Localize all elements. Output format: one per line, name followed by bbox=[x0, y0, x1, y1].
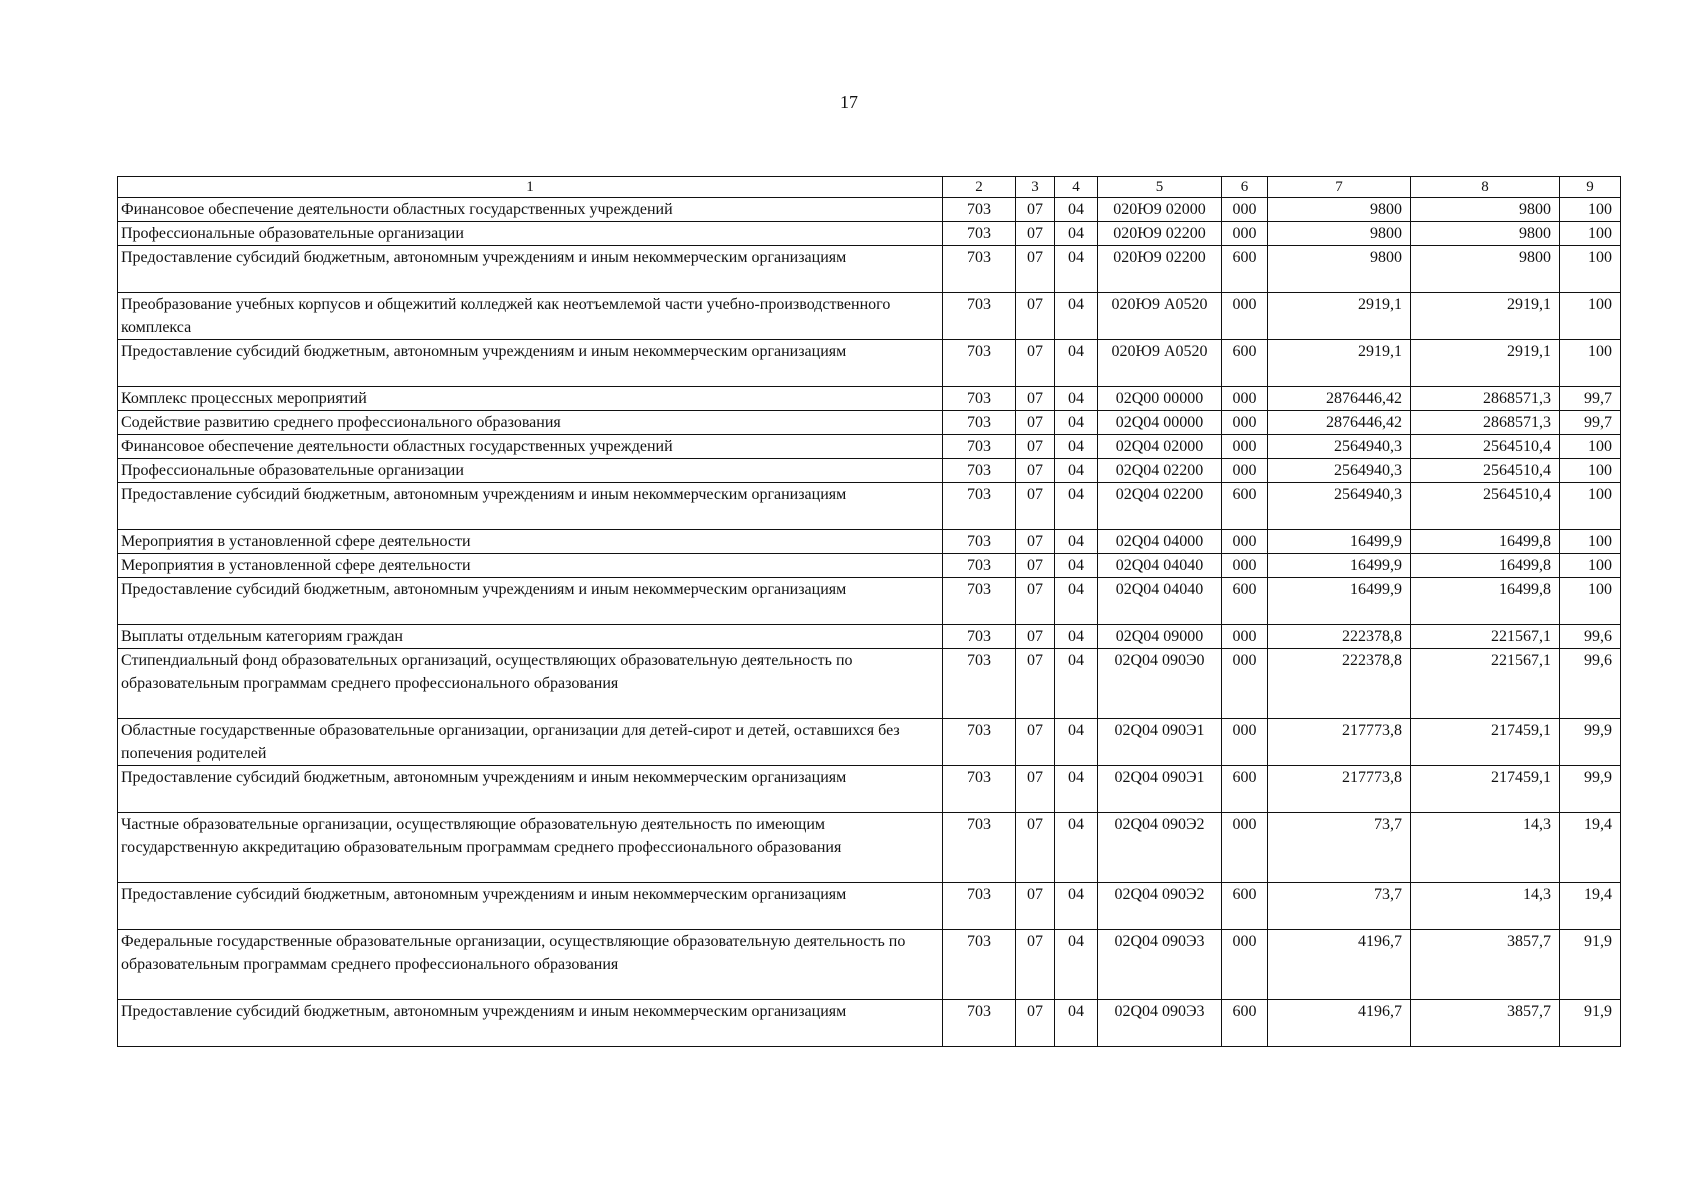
row-value-planned: 4196,7 bbox=[1268, 930, 1411, 1000]
row-code-subsection: 04 bbox=[1055, 813, 1098, 883]
row-code-target: 02Q04 090Э2 bbox=[1098, 813, 1222, 883]
row-name: Финансовое обеспечение деятельности областных государственных учреждений bbox=[118, 435, 943, 459]
row-code-subsection: 04 bbox=[1055, 766, 1098, 813]
row-value-executed: 2564510,4 bbox=[1411, 459, 1560, 483]
row-code-target: 020Ю9 А0520 bbox=[1098, 293, 1222, 340]
row-name: Мероприятия в установленной сфере деятельности bbox=[118, 554, 943, 578]
row-code-subsection: 04 bbox=[1055, 625, 1098, 649]
column-header: 6 bbox=[1222, 177, 1268, 198]
row-value-planned: 2564940,3 bbox=[1268, 483, 1411, 530]
row-value-planned: 2919,1 bbox=[1268, 293, 1411, 340]
row-code-subsection: 04 bbox=[1055, 483, 1098, 530]
row-value-planned: 9800 bbox=[1268, 222, 1411, 246]
row-name: Частные образовательные организации, осуществляющие образовательную деятельность по имеющим государственную аккредитацию образовательным программам среднего профессионального образования bbox=[118, 813, 943, 883]
row-value-percent: 99,9 bbox=[1560, 719, 1621, 766]
row-code-expense-type: 000 bbox=[1222, 387, 1268, 411]
row-code-expense-type: 600 bbox=[1222, 1000, 1268, 1047]
row-name: Преобразование учебных корпусов и общежитий колледжей как неотъемлемой части учебно-производственного комплекса bbox=[118, 293, 943, 340]
row-code-section: 07 bbox=[1016, 411, 1055, 435]
row-code-target: 02Q04 04000 bbox=[1098, 530, 1222, 554]
row-code-target: 02Q04 02200 bbox=[1098, 459, 1222, 483]
row-code-expense-type: 000 bbox=[1222, 813, 1268, 883]
row-code-section: 07 bbox=[1016, 1000, 1055, 1047]
row-code-section: 07 bbox=[1016, 766, 1055, 813]
row-code-ministry: 703 bbox=[943, 578, 1016, 625]
row-code-target: 02Q04 02000 bbox=[1098, 435, 1222, 459]
row-code-section: 07 bbox=[1016, 435, 1055, 459]
row-code-subsection: 04 bbox=[1055, 222, 1098, 246]
table-row bbox=[118, 813, 1621, 883]
budget-table bbox=[117, 176, 1621, 1047]
row-value-executed: 221567,1 bbox=[1411, 625, 1560, 649]
row-code-target: 02Q04 090Э2 bbox=[1098, 883, 1222, 930]
table-row bbox=[118, 483, 1621, 530]
row-code-subsection: 04 bbox=[1055, 930, 1098, 1000]
row-code-ministry: 703 bbox=[943, 625, 1016, 649]
row-code-subsection: 04 bbox=[1055, 293, 1098, 340]
row-value-executed: 2919,1 bbox=[1411, 340, 1560, 387]
row-value-executed: 2868571,3 bbox=[1411, 411, 1560, 435]
row-code-expense-type: 000 bbox=[1222, 222, 1268, 246]
row-code-ministry: 703 bbox=[943, 483, 1016, 530]
row-code-section: 07 bbox=[1016, 459, 1055, 483]
row-code-ministry: 703 bbox=[943, 883, 1016, 930]
row-code-subsection: 04 bbox=[1055, 530, 1098, 554]
row-code-subsection: 04 bbox=[1055, 719, 1098, 766]
row-value-executed: 14,3 bbox=[1411, 883, 1560, 930]
row-code-section: 07 bbox=[1016, 578, 1055, 625]
row-code-target: 02Q00 00000 bbox=[1098, 387, 1222, 411]
table-row bbox=[118, 719, 1621, 766]
row-name: Финансовое обеспечение деятельности областных государственных учреждений bbox=[118, 198, 943, 222]
row-code-ministry: 703 bbox=[943, 1000, 1016, 1047]
row-value-percent: 99,7 bbox=[1560, 411, 1621, 435]
row-name: Выплаты отдельным категориям граждан bbox=[118, 625, 943, 649]
table-row bbox=[118, 411, 1621, 435]
row-code-section: 07 bbox=[1016, 530, 1055, 554]
row-name: Федеральные государственные образовательные организации, осуществляющие образовательную деятельность по образовательным программам среднего профессионального образования bbox=[118, 930, 943, 1000]
row-code-ministry: 703 bbox=[943, 649, 1016, 719]
table-row bbox=[118, 435, 1621, 459]
row-value-executed: 217459,1 bbox=[1411, 719, 1560, 766]
row-code-target: 02Q04 02200 bbox=[1098, 483, 1222, 530]
row-name: Стипендиальный фонд образовательных организаций, осуществляющих образовательную деятельность по образовательным программам среднего профессионального образования bbox=[118, 649, 943, 719]
row-code-ministry: 703 bbox=[943, 813, 1016, 883]
row-code-ministry: 703 bbox=[943, 411, 1016, 435]
row-code-ministry: 703 bbox=[943, 459, 1016, 483]
row-code-target: 020Ю9 02200 bbox=[1098, 222, 1222, 246]
row-name: Профессиональные образовательные организации bbox=[118, 222, 943, 246]
row-name: Предоставление субсидий бюджетным, автономным учреждениям и иным некоммерческим организациям bbox=[118, 483, 943, 530]
row-name: Предоставление субсидий бюджетным, автономным учреждениям и иным некоммерческим организациям bbox=[118, 883, 943, 930]
row-code-subsection: 04 bbox=[1055, 1000, 1098, 1047]
row-code-expense-type: 000 bbox=[1222, 530, 1268, 554]
row-value-percent: 19,4 bbox=[1560, 883, 1621, 930]
row-code-subsection: 04 bbox=[1055, 883, 1098, 930]
row-code-expense-type: 600 bbox=[1222, 483, 1268, 530]
table-row bbox=[118, 625, 1621, 649]
row-code-ministry: 703 bbox=[943, 766, 1016, 813]
row-code-section: 07 bbox=[1016, 222, 1055, 246]
row-code-subsection: 04 bbox=[1055, 198, 1098, 222]
row-value-executed: 9800 bbox=[1411, 198, 1560, 222]
row-name: Предоставление субсидий бюджетным, автономным учреждениям и иным некоммерческим организациям bbox=[118, 246, 943, 293]
row-value-planned: 16499,9 bbox=[1268, 554, 1411, 578]
row-name: Мероприятия в установленной сфере деятельности bbox=[118, 530, 943, 554]
row-value-planned: 9800 bbox=[1268, 198, 1411, 222]
row-code-subsection: 04 bbox=[1055, 578, 1098, 625]
row-code-expense-type: 000 bbox=[1222, 435, 1268, 459]
row-code-ministry: 703 bbox=[943, 198, 1016, 222]
row-value-percent: 100 bbox=[1560, 222, 1621, 246]
row-value-executed: 16499,8 bbox=[1411, 530, 1560, 554]
row-code-section: 07 bbox=[1016, 483, 1055, 530]
row-value-percent: 99,6 bbox=[1560, 625, 1621, 649]
row-code-target: 020Ю9 А0520 bbox=[1098, 340, 1222, 387]
row-value-executed: 2868571,3 bbox=[1411, 387, 1560, 411]
row-code-target: 02Q04 090Э0 bbox=[1098, 649, 1222, 719]
row-value-percent: 100 bbox=[1560, 530, 1621, 554]
row-code-target: 02Q04 090Э1 bbox=[1098, 719, 1222, 766]
column-header: 5 bbox=[1098, 177, 1222, 198]
row-value-executed: 16499,8 bbox=[1411, 554, 1560, 578]
row-value-executed: 14,3 bbox=[1411, 813, 1560, 883]
row-code-subsection: 04 bbox=[1055, 554, 1098, 578]
row-value-executed: 217459,1 bbox=[1411, 766, 1560, 813]
row-code-expense-type: 600 bbox=[1222, 883, 1268, 930]
row-code-ministry: 703 bbox=[943, 387, 1016, 411]
row-name: Предоставление субсидий бюджетным, автономным учреждениям и иным некоммерческим организациям bbox=[118, 766, 943, 813]
column-header: 4 bbox=[1055, 177, 1098, 198]
row-code-section: 07 bbox=[1016, 930, 1055, 1000]
table-row bbox=[118, 198, 1621, 222]
row-name: Областные государственные образовательные организации, организации для детей-сирот и детей, оставшихся без попечения родителей bbox=[118, 719, 943, 766]
row-code-target: 02Q04 00000 bbox=[1098, 411, 1222, 435]
row-code-ministry: 703 bbox=[943, 293, 1016, 340]
row-value-planned: 4196,7 bbox=[1268, 1000, 1411, 1047]
table-row bbox=[118, 222, 1621, 246]
row-code-section: 07 bbox=[1016, 649, 1055, 719]
row-value-planned: 2564940,3 bbox=[1268, 459, 1411, 483]
row-code-target: 02Q04 04040 bbox=[1098, 554, 1222, 578]
row-code-subsection: 04 bbox=[1055, 387, 1098, 411]
row-value-executed: 2564510,4 bbox=[1411, 483, 1560, 530]
row-code-expense-type: 600 bbox=[1222, 578, 1268, 625]
row-code-section: 07 bbox=[1016, 883, 1055, 930]
row-code-ministry: 703 bbox=[943, 930, 1016, 1000]
row-value-planned: 2564940,3 bbox=[1268, 435, 1411, 459]
row-code-expense-type: 000 bbox=[1222, 625, 1268, 649]
column-header: 1 bbox=[118, 177, 943, 198]
column-header: 8 bbox=[1411, 177, 1560, 198]
row-value-planned: 9800 bbox=[1268, 246, 1411, 293]
table-row bbox=[118, 766, 1621, 813]
row-code-section: 07 bbox=[1016, 813, 1055, 883]
row-name: Предоставление субсидий бюджетным, автономным учреждениям и иным некоммерческим организациям bbox=[118, 578, 943, 625]
row-code-expense-type: 000 bbox=[1222, 649, 1268, 719]
row-code-section: 07 bbox=[1016, 198, 1055, 222]
row-value-percent: 100 bbox=[1560, 293, 1621, 340]
column-header: 3 bbox=[1016, 177, 1055, 198]
row-code-section: 07 bbox=[1016, 246, 1055, 293]
row-name: Профессиональные образовательные организации bbox=[118, 459, 943, 483]
row-code-section: 07 bbox=[1016, 719, 1055, 766]
row-code-target: 02Q04 090Э3 bbox=[1098, 1000, 1222, 1047]
row-value-percent: 99,7 bbox=[1560, 387, 1621, 411]
row-code-subsection: 04 bbox=[1055, 246, 1098, 293]
table-row bbox=[118, 930, 1621, 1000]
row-code-subsection: 04 bbox=[1055, 435, 1098, 459]
row-code-subsection: 04 bbox=[1055, 411, 1098, 435]
table-row bbox=[118, 387, 1621, 411]
table-row bbox=[118, 649, 1621, 719]
row-value-percent: 100 bbox=[1560, 435, 1621, 459]
row-name: Предоставление субсидий бюджетным, автономным учреждениям и иным некоммерческим организациям bbox=[118, 1000, 943, 1047]
row-code-expense-type: 000 bbox=[1222, 459, 1268, 483]
row-value-percent: 100 bbox=[1560, 246, 1621, 293]
table-row bbox=[118, 530, 1621, 554]
row-code-ministry: 703 bbox=[943, 530, 1016, 554]
row-code-subsection: 04 bbox=[1055, 459, 1098, 483]
column-header: 7 bbox=[1268, 177, 1411, 198]
row-value-executed: 2919,1 bbox=[1411, 293, 1560, 340]
row-code-expense-type: 000 bbox=[1222, 293, 1268, 340]
row-code-ministry: 703 bbox=[943, 340, 1016, 387]
row-code-target: 02Q04 09000 bbox=[1098, 625, 1222, 649]
row-code-expense-type: 600 bbox=[1222, 340, 1268, 387]
row-value-planned: 16499,9 bbox=[1268, 578, 1411, 625]
row-code-expense-type: 000 bbox=[1222, 411, 1268, 435]
row-value-planned: 222378,8 bbox=[1268, 649, 1411, 719]
row-code-section: 07 bbox=[1016, 554, 1055, 578]
row-code-section: 07 bbox=[1016, 387, 1055, 411]
row-value-percent: 19,4 bbox=[1560, 813, 1621, 883]
row-value-percent: 99,6 bbox=[1560, 649, 1621, 719]
row-code-expense-type: 600 bbox=[1222, 766, 1268, 813]
row-value-percent: 99,9 bbox=[1560, 766, 1621, 813]
row-value-executed: 16499,8 bbox=[1411, 578, 1560, 625]
row-value-planned: 222378,8 bbox=[1268, 625, 1411, 649]
row-value-executed: 9800 bbox=[1411, 246, 1560, 293]
table-row bbox=[118, 1000, 1621, 1047]
row-value-percent: 100 bbox=[1560, 554, 1621, 578]
row-value-executed: 221567,1 bbox=[1411, 649, 1560, 719]
row-value-executed: 9800 bbox=[1411, 222, 1560, 246]
table-row bbox=[118, 293, 1621, 340]
row-code-ministry: 703 bbox=[943, 246, 1016, 293]
row-code-expense-type: 000 bbox=[1222, 719, 1268, 766]
column-header: 9 bbox=[1560, 177, 1621, 198]
page-number: 17 bbox=[840, 92, 858, 112]
table-row bbox=[118, 578, 1621, 625]
row-value-planned: 16499,9 bbox=[1268, 530, 1411, 554]
row-code-target: 020Ю9 02000 bbox=[1098, 198, 1222, 222]
row-value-percent: 91,9 bbox=[1560, 1000, 1621, 1047]
row-code-section: 07 bbox=[1016, 293, 1055, 340]
table-row bbox=[118, 340, 1621, 387]
row-code-ministry: 703 bbox=[943, 222, 1016, 246]
column-header: 2 bbox=[943, 177, 1016, 198]
row-value-planned: 73,7 bbox=[1268, 813, 1411, 883]
table-row bbox=[118, 883, 1621, 930]
row-name: Предоставление субсидий бюджетным, автономным учреждениям и иным некоммерческим организациям bbox=[118, 340, 943, 387]
row-code-section: 07 bbox=[1016, 340, 1055, 387]
table-row bbox=[118, 459, 1621, 483]
row-value-planned: 2876446,42 bbox=[1268, 387, 1411, 411]
row-value-planned: 2919,1 bbox=[1268, 340, 1411, 387]
row-code-section: 07 bbox=[1016, 625, 1055, 649]
row-value-percent: 100 bbox=[1560, 459, 1621, 483]
row-code-expense-type: 000 bbox=[1222, 198, 1268, 222]
row-name: Комплекс процессных мероприятий bbox=[118, 387, 943, 411]
row-code-ministry: 703 bbox=[943, 554, 1016, 578]
row-code-ministry: 703 bbox=[943, 719, 1016, 766]
row-value-percent: 100 bbox=[1560, 578, 1621, 625]
row-code-subsection: 04 bbox=[1055, 340, 1098, 387]
row-value-percent: 91,9 bbox=[1560, 930, 1621, 1000]
row-value-planned: 2876446,42 bbox=[1268, 411, 1411, 435]
row-code-ministry: 703 bbox=[943, 435, 1016, 459]
row-value-percent: 100 bbox=[1560, 483, 1621, 530]
row-code-target: 020Ю9 02200 bbox=[1098, 246, 1222, 293]
table-row bbox=[118, 554, 1621, 578]
row-value-planned: 217773,8 bbox=[1268, 766, 1411, 813]
row-value-percent: 100 bbox=[1560, 340, 1621, 387]
row-value-executed: 3857,7 bbox=[1411, 1000, 1560, 1047]
row-value-executed: 3857,7 bbox=[1411, 930, 1560, 1000]
row-code-expense-type: 600 bbox=[1222, 246, 1268, 293]
table-header-row bbox=[118, 177, 1621, 198]
row-value-planned: 73,7 bbox=[1268, 883, 1411, 930]
row-code-subsection: 04 bbox=[1055, 649, 1098, 719]
row-value-executed: 2564510,4 bbox=[1411, 435, 1560, 459]
row-value-planned: 217773,8 bbox=[1268, 719, 1411, 766]
row-code-target: 02Q04 090Э1 bbox=[1098, 766, 1222, 813]
row-code-target: 02Q04 04040 bbox=[1098, 578, 1222, 625]
row-code-target: 02Q04 090Э3 bbox=[1098, 930, 1222, 1000]
row-code-expense-type: 000 bbox=[1222, 554, 1268, 578]
row-value-percent: 100 bbox=[1560, 198, 1621, 222]
row-code-expense-type: 000 bbox=[1222, 930, 1268, 1000]
row-name: Содействие развитию среднего профессионального образования bbox=[118, 411, 943, 435]
table-row bbox=[118, 246, 1621, 293]
